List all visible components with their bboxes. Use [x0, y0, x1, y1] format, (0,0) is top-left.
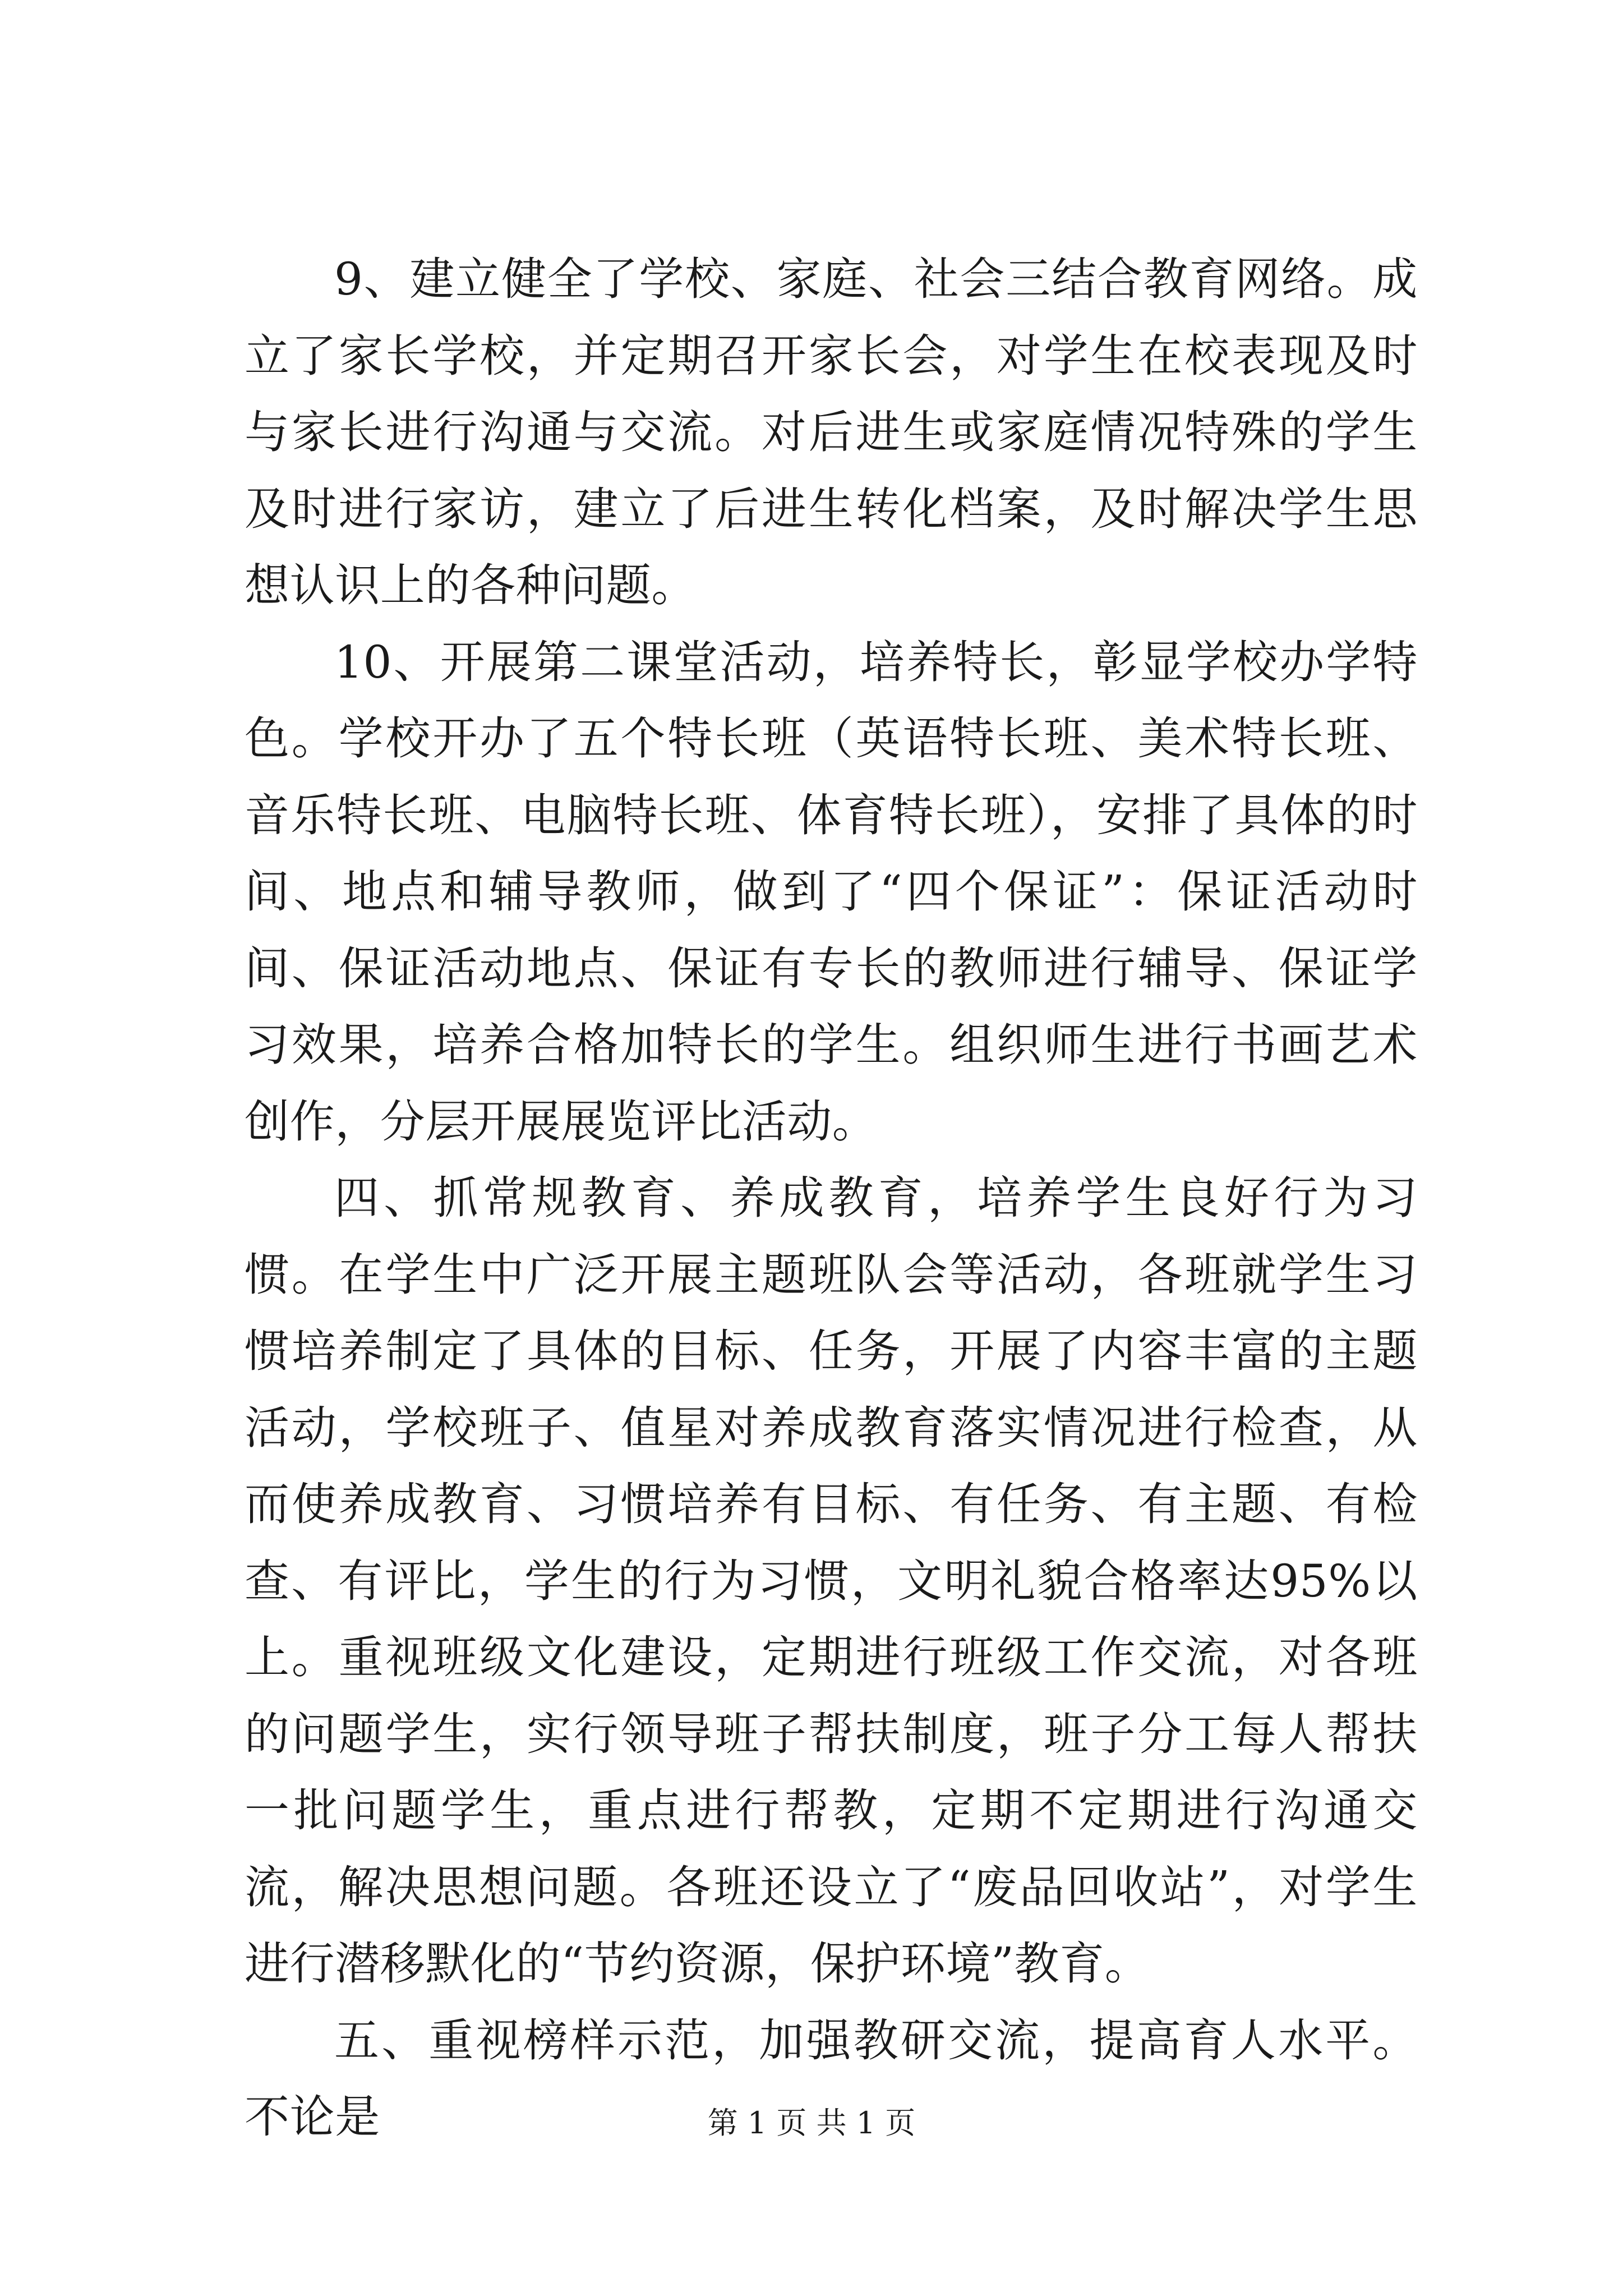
page-number-footer: 第 1 页 共 1 页 — [707, 2105, 916, 2141]
document-body — [245, 241, 1418, 2156]
paragraph-section-4-habit-education: 四、抓常规教育、养成教育，培养学生良好行为习惯。在学生中广泛开展主题班队会等活动，各班就学生习惯培养制定了具体的目标、任务，开展了内容丰富的主题活动，学校班子、值星对养成教育落实情况进行检查，从而使养成教育、习惯培养有目标、有任务、有主题、有检查、有评比，学生的行为习惯，文明礼貌合格率达95%以上。重视班级文化建设，定期进行班级工作交流，对各班的问题学生，实行领导班子帮扶制度，班子分工每人帮扶一批问题学生，重点进行帮教，定期不定期进行沟通交流，解决思想问题。各班还设立了“废品回收站”，对学生进行潜移默化的“节约资源，保护环境”教育。 — [245, 1172, 1418, 1990]
paragraph-10-second-classroom: 10、开展第二课堂活动，培养特长，彰显学校办学特色。学校开办了五个特长班（英语特长班、美术特长班、音乐特长班、电脑特长班、体育特长班），安排了具体的时间、地点和辅导教师，做到了“四个保证”：保证活动时间、保证活动地点、保证有专长的教师进行辅导、保证学习效果，培养合格加特长的学生。组织师生进行书画艺术创作，分层开展展览评比活动。 — [245, 636, 1418, 1148]
paragraph-section-5-role-models: 五、重视榜样示范，加强教研交流，提高育人水平。不论是 — [245, 2014, 1418, 2143]
paragraph-9-home-school-network: 9、建立健全了学校、家庭、社会三结合教育网络。成立了家长学校，并定期召开家长会，对学生在校表现及时与家长进行沟通与交流。对后进生或家庭情况特殊的学生及时进行家访，建立了后进生转化档案，及时解决学生思想认识上的各种问题。 — [245, 253, 1418, 611]
